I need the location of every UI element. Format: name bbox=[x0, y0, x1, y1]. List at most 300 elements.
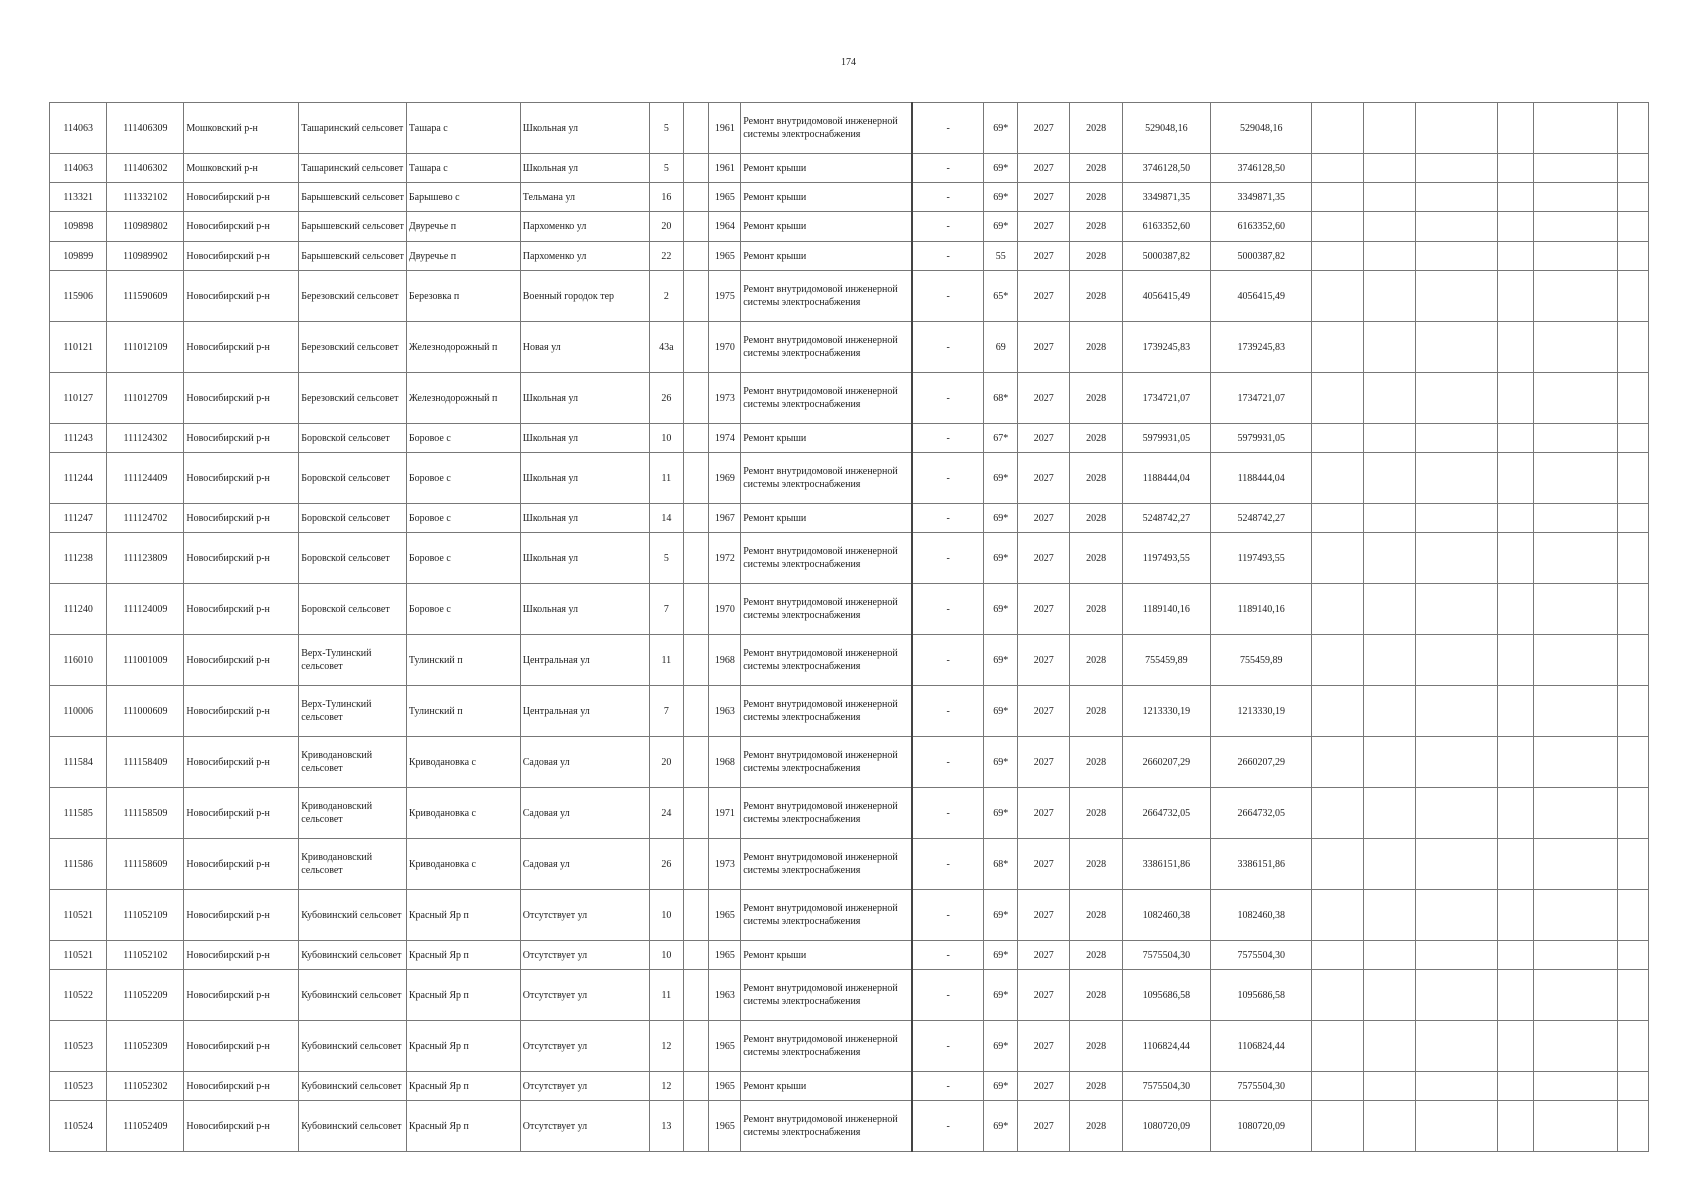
blank-cell bbox=[1533, 686, 1617, 737]
house-number-cell: 12 bbox=[649, 1021, 683, 1072]
blank-cell bbox=[1416, 1101, 1498, 1152]
cost-cell: 1188444,04 bbox=[1122, 453, 1210, 504]
register-body bbox=[50, 103, 1649, 1152]
table-row bbox=[50, 890, 1649, 941]
end-year-cell: 2028 bbox=[1070, 373, 1122, 424]
street-cell: Садовая ул bbox=[520, 839, 649, 890]
blank-cell bbox=[1312, 890, 1363, 941]
locality-cell: Двуречье п bbox=[406, 212, 520, 242]
district-cell: Мошковский р-н bbox=[184, 103, 299, 154]
blank-cell bbox=[683, 212, 709, 242]
work-type-cell: Ремонт крыши bbox=[741, 1072, 912, 1101]
settlement-cell: Кубовинский сельсовет bbox=[299, 1072, 407, 1101]
locality-cell: Красный Яр п bbox=[406, 1101, 520, 1152]
blank-cell bbox=[1498, 183, 1534, 212]
table-row bbox=[50, 1072, 1649, 1101]
blank-cell bbox=[683, 788, 709, 839]
wear-percent-cell: 68* bbox=[984, 373, 1018, 424]
wear-percent-cell: 69* bbox=[984, 788, 1018, 839]
cost-cell: 1080720,09 bbox=[1122, 1101, 1210, 1152]
work-type-cell: Ремонт крыши bbox=[741, 212, 912, 242]
total-cost-cell: 755459,89 bbox=[1210, 635, 1312, 686]
total-cost-cell: 1082460,38 bbox=[1210, 890, 1312, 941]
start-year-cell: 2027 bbox=[1018, 103, 1070, 154]
wear-percent-cell: 69* bbox=[984, 890, 1018, 941]
blank-cell bbox=[1363, 788, 1415, 839]
table-row bbox=[50, 453, 1649, 504]
year-built-cell: 1965 bbox=[709, 890, 741, 941]
blank-cell bbox=[1416, 941, 1498, 970]
settlement-cell: Криводановский сельсовет bbox=[299, 737, 407, 788]
blank-cell bbox=[1312, 103, 1363, 154]
district-cell: Новосибирский р-н bbox=[184, 737, 299, 788]
district-cell: Новосибирский р-н bbox=[184, 970, 299, 1021]
work-code-cell: 111124302 bbox=[107, 424, 184, 453]
start-year-cell: 2027 bbox=[1018, 424, 1070, 453]
house-number-cell: 43а bbox=[649, 322, 683, 373]
blank-cell bbox=[1618, 890, 1649, 941]
blank-cell bbox=[1312, 271, 1363, 322]
blank-cell bbox=[1416, 373, 1498, 424]
end-year-cell: 2028 bbox=[1070, 970, 1122, 1021]
locality-cell: Красный Яр п bbox=[406, 941, 520, 970]
blank-cell bbox=[1533, 242, 1617, 271]
cost-cell: 3746128,50 bbox=[1122, 154, 1210, 183]
blank-cell bbox=[1498, 242, 1534, 271]
total-cost-cell: 1188444,04 bbox=[1210, 453, 1312, 504]
blank-cell bbox=[1618, 788, 1649, 839]
wear-percent-cell: 69* bbox=[984, 453, 1018, 504]
blank-cell bbox=[1312, 373, 1363, 424]
work-code-cell: 111123809 bbox=[107, 533, 184, 584]
blank-cell bbox=[683, 1101, 709, 1152]
district-cell: Новосибирский р-н bbox=[184, 635, 299, 686]
blank-cell bbox=[683, 737, 709, 788]
year-built-cell: 1968 bbox=[709, 737, 741, 788]
total-cost-cell: 1213330,19 bbox=[1210, 686, 1312, 737]
cost-cell: 1739245,83 bbox=[1122, 322, 1210, 373]
start-year-cell: 2027 bbox=[1018, 504, 1070, 533]
blank-cell bbox=[1618, 970, 1649, 1021]
work-code-cell: 111124009 bbox=[107, 584, 184, 635]
blank-cell bbox=[1618, 271, 1649, 322]
end-year-cell: 2028 bbox=[1070, 788, 1122, 839]
start-year-cell: 2027 bbox=[1018, 686, 1070, 737]
blank-cell bbox=[1498, 970, 1534, 1021]
blank-cell bbox=[683, 154, 709, 183]
wear-percent-cell: 69* bbox=[984, 584, 1018, 635]
street-cell: Школьная ул bbox=[520, 504, 649, 533]
work-type-cell: Ремонт внутридомовой инженерной системы электроснабжения bbox=[741, 890, 912, 941]
blank-cell bbox=[1363, 686, 1415, 737]
object-id-cell: 114063 bbox=[50, 103, 107, 154]
start-year-cell: 2027 bbox=[1018, 890, 1070, 941]
blank-cell bbox=[1533, 504, 1617, 533]
blank-cell bbox=[683, 242, 709, 271]
work-type-cell: Ремонт внутридомовой инженерной системы электроснабжения bbox=[741, 970, 912, 1021]
street-cell: Школьная ул bbox=[520, 584, 649, 635]
dash-cell: - bbox=[912, 970, 984, 1021]
year-built-cell: 1965 bbox=[709, 242, 741, 271]
street-cell: Садовая ул bbox=[520, 737, 649, 788]
house-number-cell: 13 bbox=[649, 1101, 683, 1152]
blank-cell bbox=[1498, 941, 1534, 970]
blank-cell bbox=[1498, 424, 1534, 453]
blank-cell bbox=[1498, 271, 1534, 322]
work-type-cell: Ремонт крыши bbox=[741, 183, 912, 212]
district-cell: Новосибирский р-н bbox=[184, 322, 299, 373]
house-number-cell: 10 bbox=[649, 941, 683, 970]
table-row bbox=[50, 103, 1649, 154]
work-type-cell: Ремонт внутридомовой инженерной системы электроснабжения bbox=[741, 1101, 912, 1152]
work-type-cell: Ремонт внутридомовой инженерной системы электроснабжения bbox=[741, 737, 912, 788]
end-year-cell: 2028 bbox=[1070, 183, 1122, 212]
locality-cell: Тулинский п bbox=[406, 686, 520, 737]
start-year-cell: 2027 bbox=[1018, 533, 1070, 584]
blank-cell bbox=[1312, 1021, 1363, 1072]
table-row bbox=[50, 584, 1649, 635]
object-id-cell: 111244 bbox=[50, 453, 107, 504]
house-number-cell: 7 bbox=[649, 584, 683, 635]
object-id-cell: 110522 bbox=[50, 970, 107, 1021]
street-cell: Отсутствует ул bbox=[520, 1101, 649, 1152]
work-code-cell: 111052109 bbox=[107, 890, 184, 941]
cost-cell: 3386151,86 bbox=[1122, 839, 1210, 890]
end-year-cell: 2028 bbox=[1070, 1101, 1122, 1152]
district-cell: Новосибирский р-н bbox=[184, 453, 299, 504]
work-type-cell: Ремонт внутридомовой инженерной системы электроснабжения bbox=[741, 584, 912, 635]
settlement-cell: Боровской сельсовет bbox=[299, 533, 407, 584]
cost-cell: 5000387,82 bbox=[1122, 242, 1210, 271]
blank-cell bbox=[1498, 322, 1534, 373]
work-code-cell: 111000609 bbox=[107, 686, 184, 737]
year-built-cell: 1967 bbox=[709, 504, 741, 533]
object-id-cell: 116010 bbox=[50, 635, 107, 686]
dash-cell: - bbox=[912, 373, 984, 424]
blank-cell bbox=[683, 322, 709, 373]
blank-cell bbox=[1363, 212, 1415, 242]
end-year-cell: 2028 bbox=[1070, 322, 1122, 373]
total-cost-cell: 6163352,60 bbox=[1210, 212, 1312, 242]
object-id-cell: 114063 bbox=[50, 154, 107, 183]
object-id-cell: 115906 bbox=[50, 271, 107, 322]
street-cell: Отсутствует ул bbox=[520, 1021, 649, 1072]
object-id-cell: 110523 bbox=[50, 1072, 107, 1101]
blank-cell bbox=[1618, 1072, 1649, 1101]
start-year-cell: 2027 bbox=[1018, 271, 1070, 322]
settlement-cell: Боровской сельсовет bbox=[299, 504, 407, 533]
settlement-cell: Кубовинский сельсовет bbox=[299, 941, 407, 970]
blank-cell bbox=[1312, 686, 1363, 737]
blank-cell bbox=[1498, 103, 1534, 154]
work-type-cell: Ремонт внутридомовой инженерной системы электроснабжения bbox=[741, 453, 912, 504]
house-number-cell: 10 bbox=[649, 890, 683, 941]
house-number-cell: 7 bbox=[649, 686, 683, 737]
table-row bbox=[50, 424, 1649, 453]
blank-cell bbox=[1533, 533, 1617, 584]
blank-cell bbox=[683, 635, 709, 686]
table-row bbox=[50, 183, 1649, 212]
settlement-cell: Верх-Тулинский сельсовет bbox=[299, 686, 407, 737]
blank-cell bbox=[683, 453, 709, 504]
locality-cell: Криводановка с bbox=[406, 839, 520, 890]
total-cost-cell: 3746128,50 bbox=[1210, 154, 1312, 183]
blank-cell bbox=[1312, 453, 1363, 504]
total-cost-cell: 1095686,58 bbox=[1210, 970, 1312, 1021]
wear-percent-cell: 69* bbox=[984, 533, 1018, 584]
street-cell: Центральная ул bbox=[520, 686, 649, 737]
cost-cell: 1082460,38 bbox=[1122, 890, 1210, 941]
object-id-cell: 109898 bbox=[50, 212, 107, 242]
blank-cell bbox=[1618, 941, 1649, 970]
street-cell: Школьная ул bbox=[520, 533, 649, 584]
dash-cell: - bbox=[912, 212, 984, 242]
house-number-cell: 20 bbox=[649, 212, 683, 242]
blank-cell bbox=[1363, 1021, 1415, 1072]
blank-cell bbox=[1363, 242, 1415, 271]
blank-cell bbox=[1533, 635, 1617, 686]
work-code-cell: 111052309 bbox=[107, 1021, 184, 1072]
start-year-cell: 2027 bbox=[1018, 373, 1070, 424]
end-year-cell: 2028 bbox=[1070, 941, 1122, 970]
blank-cell bbox=[1363, 584, 1415, 635]
total-cost-cell: 7575504,30 bbox=[1210, 941, 1312, 970]
table-row bbox=[50, 1021, 1649, 1072]
locality-cell: Красный Яр п bbox=[406, 1072, 520, 1101]
wear-percent-cell: 69* bbox=[984, 212, 1018, 242]
year-built-cell: 1969 bbox=[709, 453, 741, 504]
settlement-cell: Верх-Тулинский сельсовет bbox=[299, 635, 407, 686]
start-year-cell: 2027 bbox=[1018, 1072, 1070, 1101]
start-year-cell: 2027 bbox=[1018, 154, 1070, 183]
blank-cell bbox=[1533, 373, 1617, 424]
start-year-cell: 2027 bbox=[1018, 788, 1070, 839]
blank-cell bbox=[1416, 103, 1498, 154]
district-cell: Новосибирский р-н bbox=[184, 504, 299, 533]
blank-cell bbox=[1312, 154, 1363, 183]
settlement-cell: Боровской сельсовет bbox=[299, 584, 407, 635]
end-year-cell: 2028 bbox=[1070, 1021, 1122, 1072]
house-number-cell: 5 bbox=[649, 533, 683, 584]
work-type-cell: Ремонт внутридомовой инженерной системы электроснабжения bbox=[741, 271, 912, 322]
locality-cell: Ташара с bbox=[406, 103, 520, 154]
locality-cell: Боровое с bbox=[406, 453, 520, 504]
work-type-cell: Ремонт крыши bbox=[741, 424, 912, 453]
year-built-cell: 1965 bbox=[709, 941, 741, 970]
blank-cell bbox=[1533, 1021, 1617, 1072]
district-cell: Новосибирский р-н bbox=[184, 533, 299, 584]
blank-cell bbox=[683, 424, 709, 453]
end-year-cell: 2028 bbox=[1070, 737, 1122, 788]
house-number-cell: 11 bbox=[649, 970, 683, 1021]
dash-cell: - bbox=[912, 322, 984, 373]
blank-cell bbox=[1498, 788, 1534, 839]
settlement-cell: Боровской сельсовет bbox=[299, 424, 407, 453]
wear-percent-cell: 69* bbox=[984, 635, 1018, 686]
settlement-cell: Березовский сельсовет bbox=[299, 373, 407, 424]
work-code-cell: 111052302 bbox=[107, 1072, 184, 1101]
blank-cell bbox=[1312, 212, 1363, 242]
cost-cell: 529048,16 bbox=[1122, 103, 1210, 154]
dash-cell: - bbox=[912, 686, 984, 737]
work-code-cell: 111158609 bbox=[107, 839, 184, 890]
house-number-cell: 12 bbox=[649, 1072, 683, 1101]
year-built-cell: 1970 bbox=[709, 322, 741, 373]
total-cost-cell: 529048,16 bbox=[1210, 103, 1312, 154]
work-code-cell: 111158509 bbox=[107, 788, 184, 839]
district-cell: Новосибирский р-н bbox=[184, 424, 299, 453]
end-year-cell: 2028 bbox=[1070, 154, 1122, 183]
blank-cell bbox=[1363, 183, 1415, 212]
end-year-cell: 2028 bbox=[1070, 686, 1122, 737]
cost-cell: 1106824,44 bbox=[1122, 1021, 1210, 1072]
house-number-cell: 11 bbox=[649, 635, 683, 686]
wear-percent-cell: 69* bbox=[984, 1021, 1018, 1072]
settlement-cell: Барышевский сельсовет bbox=[299, 242, 407, 271]
start-year-cell: 2027 bbox=[1018, 183, 1070, 212]
blank-cell bbox=[1416, 737, 1498, 788]
blank-cell bbox=[1618, 212, 1649, 242]
blank-cell bbox=[1533, 584, 1617, 635]
blank-cell bbox=[1312, 970, 1363, 1021]
end-year-cell: 2028 bbox=[1070, 103, 1122, 154]
cost-cell: 4056415,49 bbox=[1122, 271, 1210, 322]
table-row bbox=[50, 271, 1649, 322]
blank-cell bbox=[1312, 1101, 1363, 1152]
cost-cell: 1213330,19 bbox=[1122, 686, 1210, 737]
year-built-cell: 1971 bbox=[709, 788, 741, 839]
blank-cell bbox=[1533, 839, 1617, 890]
house-number-cell: 24 bbox=[649, 788, 683, 839]
object-id-cell: 110521 bbox=[50, 941, 107, 970]
blank-cell bbox=[1618, 737, 1649, 788]
blank-cell bbox=[1618, 424, 1649, 453]
total-cost-cell: 5248742,27 bbox=[1210, 504, 1312, 533]
cost-cell: 5979931,05 bbox=[1122, 424, 1210, 453]
year-built-cell: 1961 bbox=[709, 154, 741, 183]
district-cell: Новосибирский р-н bbox=[184, 271, 299, 322]
settlement-cell: Ташаринский сельсовет bbox=[299, 103, 407, 154]
wear-percent-cell: 69* bbox=[984, 941, 1018, 970]
district-cell: Новосибирский р-н bbox=[184, 183, 299, 212]
total-cost-cell: 1189140,16 bbox=[1210, 584, 1312, 635]
blank-cell bbox=[1618, 373, 1649, 424]
year-built-cell: 1974 bbox=[709, 424, 741, 453]
work-type-cell: Ремонт внутридомовой инженерной системы электроснабжения bbox=[741, 1021, 912, 1072]
table-row bbox=[50, 1101, 1649, 1152]
dash-cell: - bbox=[912, 183, 984, 212]
blank-cell bbox=[1416, 424, 1498, 453]
end-year-cell: 2028 bbox=[1070, 839, 1122, 890]
blank-cell bbox=[1533, 1072, 1617, 1101]
blank-cell bbox=[1498, 212, 1534, 242]
dash-cell: - bbox=[912, 242, 984, 271]
street-cell: Пархоменко ул bbox=[520, 242, 649, 271]
house-number-cell: 2 bbox=[649, 271, 683, 322]
work-type-cell: Ремонт внутридомовой инженерной системы электроснабжения bbox=[741, 103, 912, 154]
wear-percent-cell: 69* bbox=[984, 103, 1018, 154]
start-year-cell: 2027 bbox=[1018, 737, 1070, 788]
cost-cell: 1189140,16 bbox=[1122, 584, 1210, 635]
work-type-cell: Ремонт внутридомовой инженерной системы электроснабжения bbox=[741, 373, 912, 424]
work-code-cell: 111590609 bbox=[107, 271, 184, 322]
cost-cell: 755459,89 bbox=[1122, 635, 1210, 686]
district-cell: Новосибирский р-н bbox=[184, 584, 299, 635]
cost-cell: 7575504,30 bbox=[1122, 941, 1210, 970]
object-id-cell: 111584 bbox=[50, 737, 107, 788]
year-built-cell: 1963 bbox=[709, 686, 741, 737]
blank-cell bbox=[1363, 737, 1415, 788]
end-year-cell: 2028 bbox=[1070, 242, 1122, 271]
end-year-cell: 2028 bbox=[1070, 212, 1122, 242]
dash-cell: - bbox=[912, 1021, 984, 1072]
district-cell: Новосибирский р-н bbox=[184, 242, 299, 271]
blank-cell bbox=[1363, 635, 1415, 686]
work-type-cell: Ремонт крыши bbox=[741, 154, 912, 183]
dash-cell: - bbox=[912, 890, 984, 941]
street-cell: Школьная ул bbox=[520, 453, 649, 504]
object-id-cell: 111585 bbox=[50, 788, 107, 839]
end-year-cell: 2028 bbox=[1070, 635, 1122, 686]
blank-cell bbox=[1533, 212, 1617, 242]
blank-cell bbox=[683, 533, 709, 584]
house-number-cell: 5 bbox=[649, 154, 683, 183]
blank-cell bbox=[1363, 453, 1415, 504]
house-number-cell: 20 bbox=[649, 737, 683, 788]
blank-cell bbox=[1363, 839, 1415, 890]
work-type-cell: Ремонт внутридомовой инженерной системы электроснабжения bbox=[741, 686, 912, 737]
blank-cell bbox=[1363, 103, 1415, 154]
blank-cell bbox=[1498, 453, 1534, 504]
table-row bbox=[50, 154, 1649, 183]
blank-cell bbox=[1416, 686, 1498, 737]
blank-cell bbox=[1363, 970, 1415, 1021]
cost-cell: 2664732,05 bbox=[1122, 788, 1210, 839]
blank-cell bbox=[1363, 504, 1415, 533]
blank-cell bbox=[1363, 424, 1415, 453]
work-code-cell: 111052409 bbox=[107, 1101, 184, 1152]
blank-cell bbox=[1498, 839, 1534, 890]
street-cell: Отсутствует ул bbox=[520, 970, 649, 1021]
total-cost-cell: 1106824,44 bbox=[1210, 1021, 1312, 1072]
blank-cell bbox=[683, 890, 709, 941]
object-id-cell: 111247 bbox=[50, 504, 107, 533]
street-cell: Отсутствует ул bbox=[520, 941, 649, 970]
settlement-cell: Кубовинский сельсовет bbox=[299, 970, 407, 1021]
work-code-cell: 111124702 bbox=[107, 504, 184, 533]
settlement-cell: Криводановский сельсовет bbox=[299, 839, 407, 890]
total-cost-cell: 4056415,49 bbox=[1210, 271, 1312, 322]
blank-cell bbox=[1363, 890, 1415, 941]
object-id-cell: 110127 bbox=[50, 373, 107, 424]
end-year-cell: 2028 bbox=[1070, 890, 1122, 941]
wear-percent-cell: 69* bbox=[984, 504, 1018, 533]
work-code-cell: 111124409 bbox=[107, 453, 184, 504]
year-built-cell: 1965 bbox=[709, 1021, 741, 1072]
table-row bbox=[50, 941, 1649, 970]
blank-cell bbox=[1312, 788, 1363, 839]
total-cost-cell: 3386151,86 bbox=[1210, 839, 1312, 890]
start-year-cell: 2027 bbox=[1018, 453, 1070, 504]
wear-percent-cell: 69* bbox=[984, 154, 1018, 183]
dash-cell: - bbox=[912, 103, 984, 154]
wear-percent-cell: 69* bbox=[984, 737, 1018, 788]
blank-cell bbox=[1618, 635, 1649, 686]
start-year-cell: 2027 bbox=[1018, 584, 1070, 635]
cost-cell: 7575504,30 bbox=[1122, 1072, 1210, 1101]
total-cost-cell: 2660207,29 bbox=[1210, 737, 1312, 788]
district-cell: Мошковский р-н bbox=[184, 154, 299, 183]
